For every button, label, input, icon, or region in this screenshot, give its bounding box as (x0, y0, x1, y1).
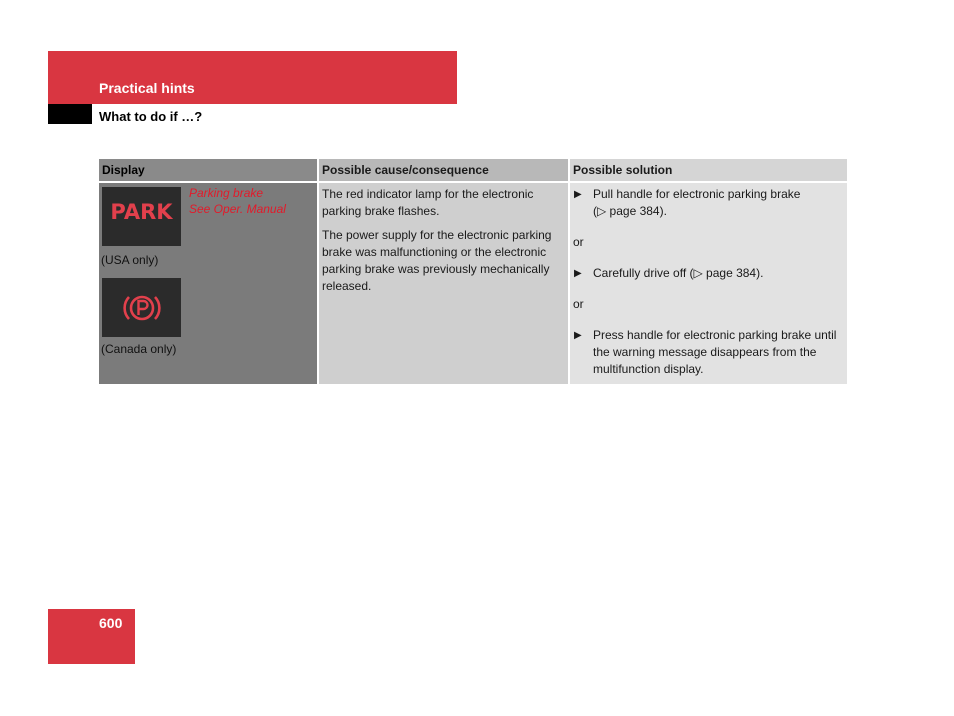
display-message-line1: Parking brake (189, 186, 264, 200)
triangle-right-icon: ▶ (574, 330, 582, 341)
cause-paragraph-1: The red indicator lamp for the electronic parking brake flashes. (322, 187, 534, 218)
hints-table (99, 159, 847, 384)
solution-step-1-line2: (▷ page 384). (593, 204, 667, 218)
display-cell (99, 182, 318, 384)
or-separator-2: or (573, 297, 584, 311)
triangle-right-icon: ▶ (574, 189, 582, 200)
solution-cell (569, 182, 847, 384)
cause-paragraph-2: The power supply for the electronic parking brake was malfunctioning or the electronic parking brake was previously mechanically released. (322, 228, 552, 293)
usa-only-label: (USA only) (101, 253, 159, 267)
header-cause: Possible cause/consequence (318, 159, 569, 182)
solution-step-2-text: Carefully drive off (▷ page 384). (593, 266, 764, 280)
header-display: Display (99, 159, 318, 182)
header-band (48, 51, 457, 104)
section-tab-marker (48, 104, 92, 124)
header-solution: Possible solution (569, 159, 847, 182)
solution-step-1 (573, 186, 844, 220)
solution-step-2 (573, 265, 844, 282)
display-message (189, 185, 286, 217)
cause-cell (318, 182, 569, 384)
or-separator-1: or (573, 235, 584, 249)
canada-only-label: (Canada only) (101, 342, 177, 356)
section-title: Practical hints (99, 80, 195, 96)
parking-brake-display-screen (102, 278, 181, 337)
display-message-line2: See Oper. Manual (189, 202, 286, 216)
solution-step-3 (573, 327, 844, 378)
solution-step-3-text: Press handle for electronic parking brake until the warning message disappears from the multifunction display. (593, 328, 837, 376)
triangle-right-icon: ▶ (574, 268, 582, 279)
table-header-row (99, 159, 847, 182)
park-indicator-text: PARK (110, 200, 173, 224)
table-row (99, 182, 847, 384)
park-display-screen (102, 187, 181, 246)
solution-step-1-line1: Pull handle for electronic parking brake (593, 187, 801, 201)
subsection-title: What to do if …? (99, 109, 203, 124)
parking-brake-icon (120, 289, 164, 327)
page-number: 600 (99, 615, 123, 631)
